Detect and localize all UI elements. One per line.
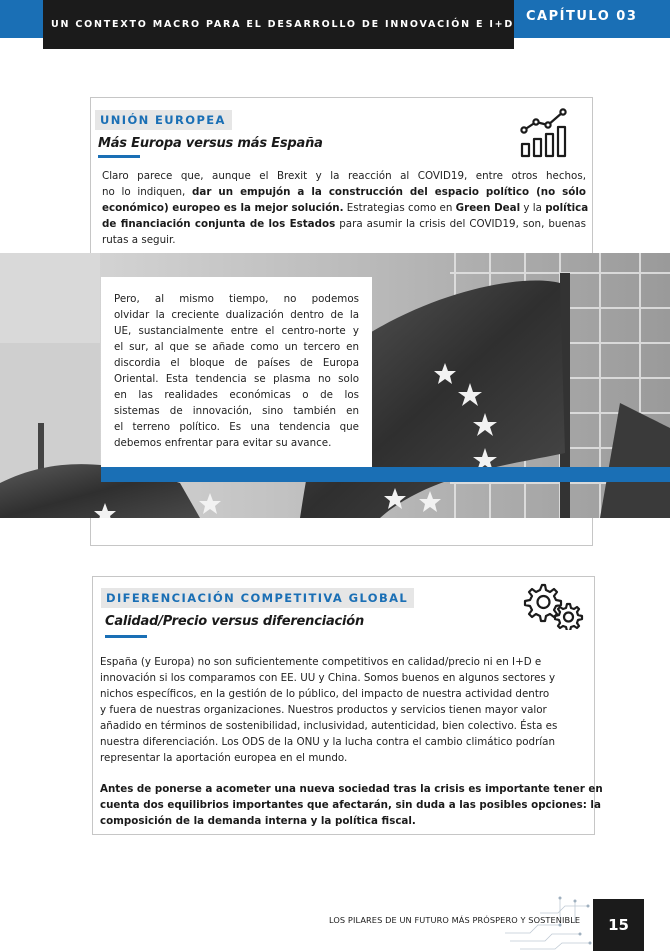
section-tag-competitive: DIFERENCIACIÓN COMPETITIVA GLOBAL bbox=[101, 588, 414, 608]
quote-line: UE, sustancialmente entre el centro-norte y bbox=[114, 325, 359, 337]
quote-line: Pero, al mismo tiempo, no podemos bbox=[114, 293, 359, 305]
text-run: para asumir la crisis del COVID19, son, buenas bbox=[335, 218, 586, 230]
quote-line: el terreno político. Es una tendencia que bbox=[114, 421, 359, 433]
paragraph-line bbox=[102, 216, 586, 232]
competitive-paragraph-1 bbox=[100, 654, 577, 766]
quote-accent-bar bbox=[101, 467, 670, 482]
quote-line: en las realidades económicas o de los bbox=[114, 389, 359, 401]
growth-chart-icon bbox=[518, 106, 572, 160]
text-run: rutas a seguir. bbox=[102, 234, 176, 246]
bold-text: política bbox=[545, 202, 589, 214]
paragraph-line bbox=[102, 232, 586, 248]
quote-line: el sur, al que se añade como un tercero en bbox=[114, 341, 359, 353]
quote-line: discordia el bloque de países de Europa bbox=[114, 357, 359, 369]
paragraph-line: añadido en términos de sostenibilidad, inclusividad, autenticidad, bien colectivo. Ésta es bbox=[100, 720, 558, 732]
section-subtitle-eu: Más Europa versus más España bbox=[98, 136, 323, 151]
quote-line: sistemas de innovación, sino también en bbox=[114, 405, 359, 417]
bold-text: económico) europeo es la mejor solución. bbox=[102, 202, 344, 214]
section-subtitle-competitive: Calidad/Precio versus diferenciación bbox=[105, 614, 365, 629]
header-title: UN CONTEXTO MACRO PARA EL DESARROLLO DE INNOVACIÓN E I+D bbox=[51, 19, 515, 30]
gears-icon bbox=[522, 582, 586, 630]
eu-paragraph bbox=[102, 168, 589, 248]
text-run: y la bbox=[520, 202, 546, 214]
header-title-box bbox=[43, 0, 514, 49]
paragraph-line: innovación si los comparamos con EE. UU y China. Somos buenos en algunos sectores y bbox=[100, 672, 556, 684]
paragraph-line: nuestra diferenciación. Los ODS de la ONU y la lucha contra el cambio climático podrían bbox=[100, 736, 556, 748]
bold-text: dar un empujón a la construcción del espacio político (no sólo bbox=[192, 186, 586, 198]
section-tag-eu: UNIÓN EUROPEA bbox=[95, 110, 232, 130]
paragraph-line: y fuera de nuestras organizaciones. Nuestros productos y servicios tienen mayor valor bbox=[100, 704, 547, 716]
subtitle-underline-2 bbox=[105, 635, 147, 638]
quote-line: olvidar la creciente dualización dentro de la bbox=[114, 309, 359, 321]
bold-text: Green Deal bbox=[455, 202, 521, 214]
page-number: 15 bbox=[593, 899, 644, 951]
text-run: Estrategias como en bbox=[343, 202, 456, 214]
competitive-paragraph-2 bbox=[100, 781, 603, 829]
subtitle-underline bbox=[98, 155, 140, 158]
text-run: Claro parece que, aunque el Brexit y la reacción al COVID19, entre otros hechos, bbox=[102, 170, 586, 182]
quote-line: Oriental. Esta tendencia se plasma no solo bbox=[114, 373, 359, 385]
quote-text bbox=[114, 291, 359, 451]
paragraph-line: Antes de ponerse a acometer una nueva sociedad tras la crisis es importante tener en bbox=[100, 783, 603, 795]
bold-text: de financiación conjunta de los Estados bbox=[102, 218, 336, 230]
chapter-label: CAPÍTULO 03 bbox=[526, 9, 638, 24]
paragraph-line: cuenta dos equilibrios importantes que afectarán, sin duda a las posibles opciones: la bbox=[100, 799, 601, 811]
paragraph-line: representar la aportación europea en el mundo. bbox=[100, 752, 348, 764]
paragraph-line: España (y Europa) no son suficientemente competitivos en calidad/precio ni en I+D e bbox=[100, 656, 542, 668]
text-run: no lo indiquen, bbox=[102, 186, 193, 198]
paragraph-line bbox=[102, 200, 589, 216]
quote-line: debemos enfrentar para evitar su avance. bbox=[114, 437, 332, 449]
paragraph-line: composición de la demanda interna y la política fiscal. bbox=[100, 815, 416, 827]
paragraph-line bbox=[102, 168, 586, 184]
footer-publication-title: LOS PILARES DE UN FUTURO MÁS PRÓSPERO Y SOSTENIBLE bbox=[329, 915, 581, 925]
paragraph-line: nichos específicos, en la gestión de lo público, del impacto de nuestra actividad dentro bbox=[100, 688, 550, 700]
paragraph-line bbox=[102, 184, 586, 200]
